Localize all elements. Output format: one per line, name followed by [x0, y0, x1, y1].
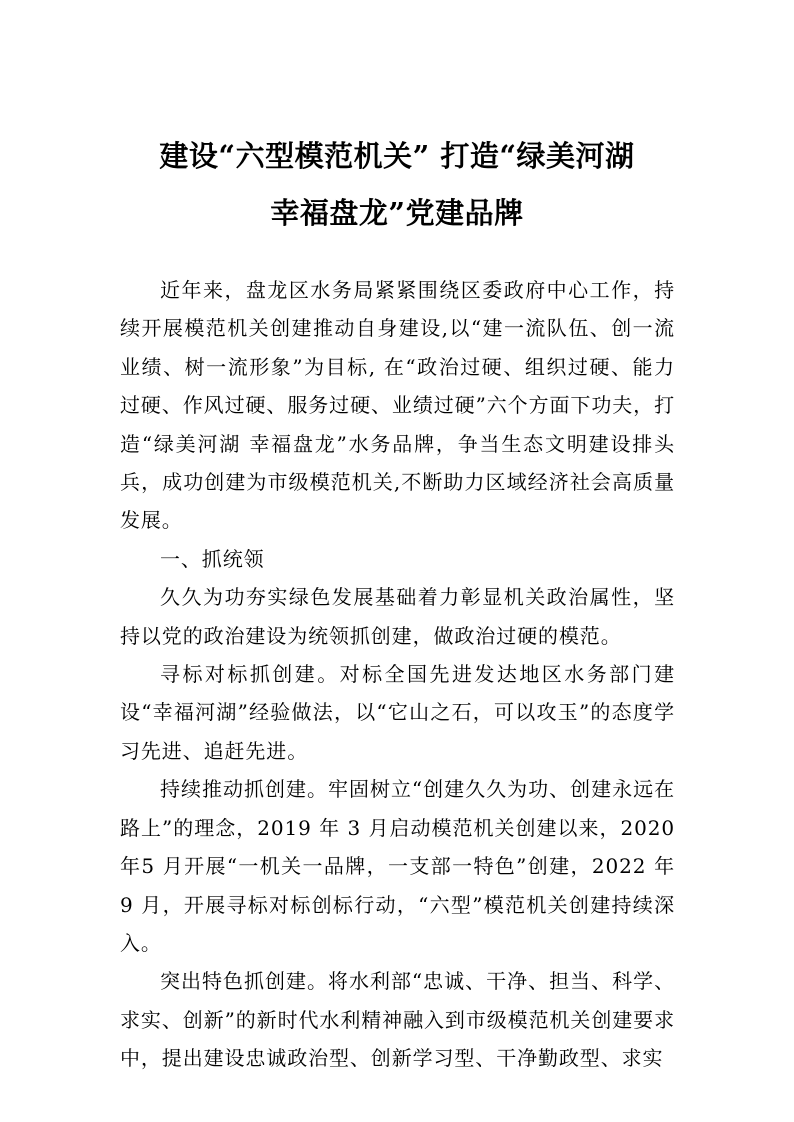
intro-paragraph: 近年来，盘龙区水务局紧紧围绕区委政府中心工作，持续开展模范机关创建推动自身建设,以“建一流队伍、创一流业绩、树一流形象”为目标, 在“政治过硬、组织过硬、能力过硬、作风过硬、服务过硬、业绩过硬”六个方面下功夫，打造“绿美河湖 幸福盘龙”水务品牌，争当生态文明建设排头兵，成功创建为市级模范机关,不断助力区域经济社会高质量发展。 [120, 278, 675, 533]
feature-paragraph: 突出特色抓创建。将水利部“忠诚、干净、担当、科学、求实、创新”的新时代水利精神融入到市级模范机关创建要求中，提出建设忠诚政治型、创新学习型、干净勤政型、求实 [120, 969, 675, 1071]
document-title-line-1: 建设“六型模范机关” 打造“绿美河湖 [159, 139, 635, 173]
benchmark-paragraph: 寻标对标抓创建。对标全国先进发达地区水务部门建设“幸福河湖”经验做法，以“它山之石，可以攻玉”的态度学习先进、追赶先进。 [120, 662, 675, 763]
section-heading: 一、抓统领 [160, 546, 265, 571]
document-body [120, 271, 675, 1078]
document-title-line-2: 幸福盘龙”党建品牌 [270, 196, 524, 230]
section-paragraph: 久久为功夯实绿色发展基础着力彰显机关政治属性，坚持以党的政治建设为统领抓创建，做政治过硬的模范。 [120, 585, 675, 648]
continuous-paragraph: 持续推动抓创建。牢固树立“创建久久为功、创建永远在路上”的理念，2019 年 3 月启动模范机关创建以来，2020 年5 月开展“一机关一品牌，一支部一特色”创建，2022 年 9 月，开展寻标对标创标行动，“六型”模范机关创建持续深入。 [120, 777, 675, 955]
